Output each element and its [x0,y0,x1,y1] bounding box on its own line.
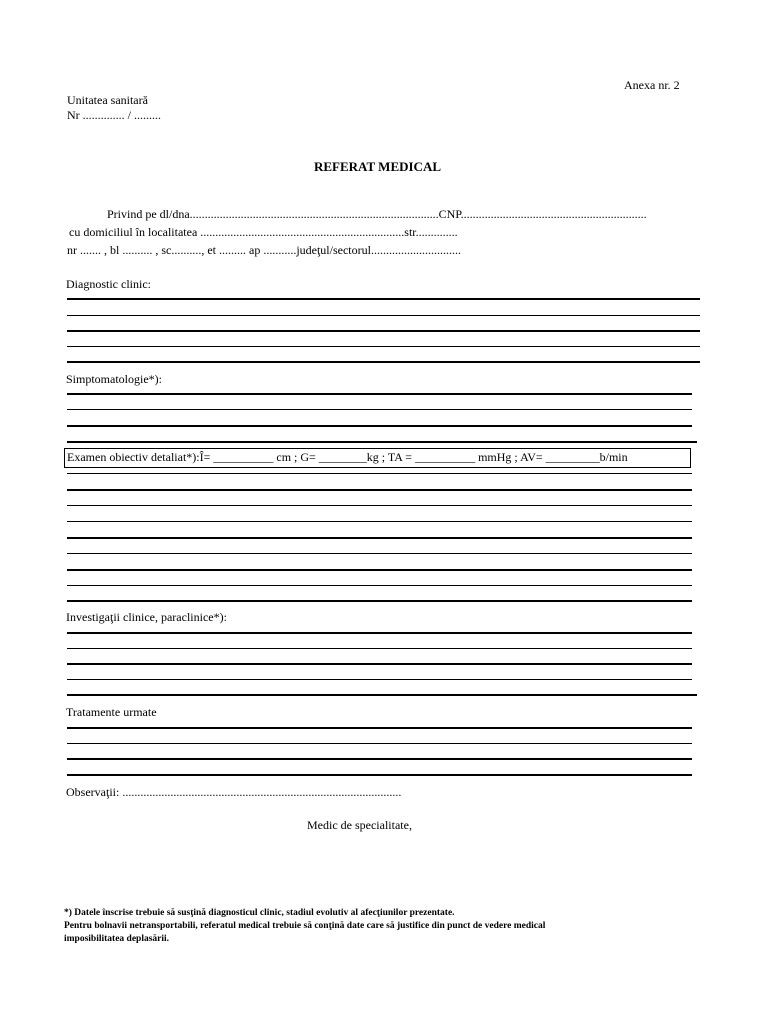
patient-address-details-line: nr ....... , bl .......... , sc.........., et ......... ap ...........judeţul/sectorul.............................. [67,243,461,257]
observations-line: Observaţii: ............................................................................................. [66,785,402,799]
diagnostic-line [67,315,700,316]
treatments-line [67,774,692,776]
patient-name-cnp-line: Privind pe dl/dna...................................................................................CNP.............................................................. [107,207,647,221]
investigations-line [67,679,692,680]
footnote-line-3: imposibilitatea deplasării. [64,934,170,944]
exam-line [67,600,692,602]
annex-number: Anexa nr. 2 [624,78,680,92]
treatments-line [67,743,692,744]
diagnostic-line [67,346,700,347]
diagnostic-label: Diagnostic clinic: [66,277,151,291]
investigations-line [67,632,692,634]
registration-number: Nr .............. / ......... [67,108,161,122]
exam-line [67,537,692,539]
symptoms-label: Simptomatologie*): [66,372,162,386]
patient-address-line: cu domiciliul în localitatea ....................................................................str.............. [69,225,458,239]
exam-line [67,473,692,474]
treatments-label: Tratamente urmate [66,705,157,719]
investigations-line [67,694,697,696]
investigations-line [67,663,692,665]
exam-line [67,489,692,491]
exam-line [67,585,692,586]
exam-line [67,569,692,571]
treatments-line [67,727,692,729]
diagnostic-line [67,330,700,332]
exam-line [67,553,692,554]
symptoms-line [67,441,697,443]
footnote-line-2: Pentru bolnavii netransportabili, referatul medical trebuie să conţină date care să justifice din punct de vedere medical [64,921,546,931]
treatments-line [67,758,692,760]
page-title: REFERAT MEDICAL [314,159,442,174]
diagnostic-line [67,298,700,300]
investigations-label: Investigaţii clinice, paraclinice*): [66,610,227,624]
diagnostic-line [67,361,700,363]
symptoms-line [67,393,692,395]
signature-label: Medic de specialitate, [307,818,412,832]
footnote-line-1: *) Datele înscrise trebuie să susţină diagnosticul clinic, stadiul evolutiv al afecţiunilor prezentate. [64,908,455,918]
exam-line [67,505,692,506]
health-unit-label: Unitatea sanitară [67,93,148,107]
symptoms-line [67,409,692,410]
exam-line [67,521,692,522]
exam-label: Examen obiectiv detaliat*):Î= __________ cm ; G= ________kg ; TA = __________ mmHg ; AV= _________b/min [67,450,628,464]
investigations-line [67,648,692,649]
symptoms-line [67,425,692,427]
